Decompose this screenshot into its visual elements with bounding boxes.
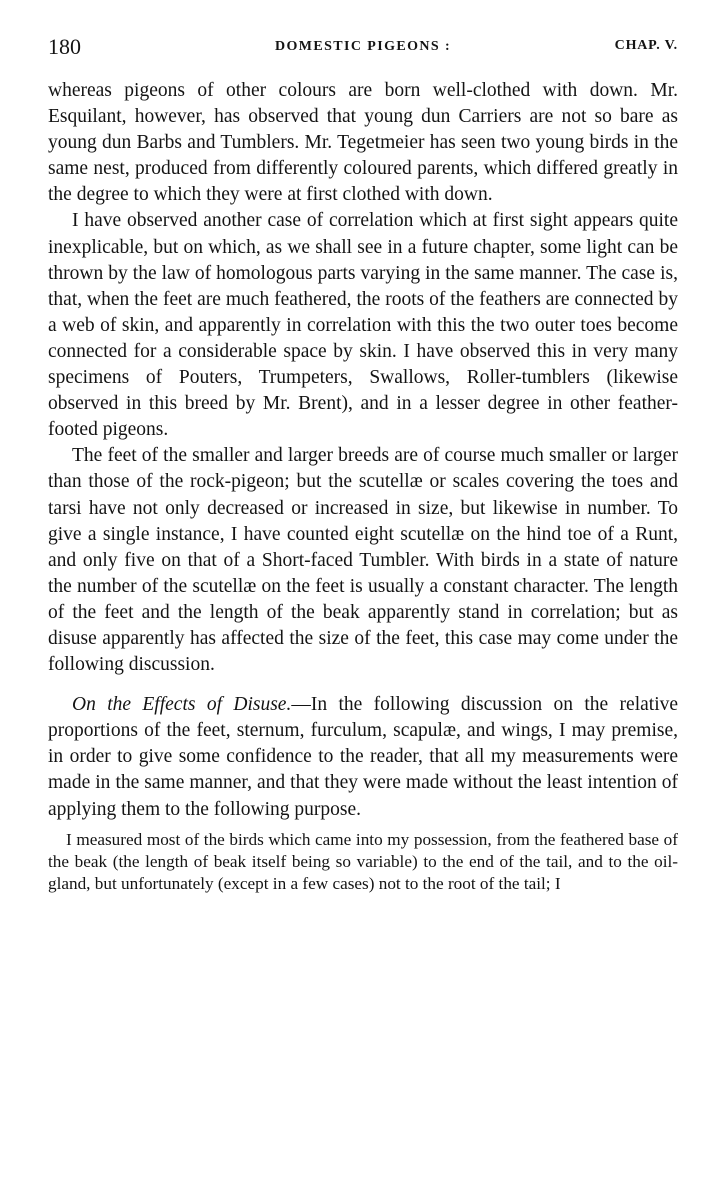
page-number: 180 — [48, 34, 81, 59]
section-paragraph — [48, 692, 678, 822]
book-page — [48, 34, 678, 912]
paragraph-5: I measured most of the birds which came into my possession, from the feathered base of the beak (the length of beak itself being so variable) to the end of the tail, and to the oil-gland, but unfortunately (except in a few cases) not to the root of the tail; I — [48, 829, 678, 893]
paragraph-2: I have observed another case of correlation which at first sight appears quite inexplicable, but on which, as we shall see in a future chapter, some light can be thrown by the law of homologous parts varying in the same manner. The case is, that, when the feet are much feathered, the roots of the feathers are connected by a web of skin, and apparently in correlation with this the two outer toes become connected for a considerable space by skin. I have observed this in very many specimens of Pouters, Trumpeters, Swallows, Roller-tumblers (likewise observed in this breed by Mr. Brent), and in a lesser degree in other feather-footed pigeons. — [48, 210, 678, 441]
body-text — [48, 78, 678, 823]
section-title: On the Effects of Disuse. — [72, 694, 292, 716]
paragraph-1: whereas pigeons of other colours are born well-clothed with down. Mr. Esquilant, however, has observed that young dun Carriers are not so bare as young dun Barbs and Tumblers. Mr. Tegetmeier has seen two young birds in the same nest, produced from differently coloured parents, which differed greatly in the degree to which they were at first clothed with down. — [48, 80, 678, 206]
running-head — [48, 34, 678, 64]
paragraph-4: —In the following discussion on the relative proportions of the feet, sternum, furculum, scapulæ, and wings, I may premise, in order to give some confidence to the reader, that all my measurements were made in the same manner, and that they were made without the least intention of applying them to the following purpose. — [48, 694, 679, 820]
running-title: DOMESTIC PIGEONS : — [274, 39, 452, 54]
chapter-label: CHAP. V. — [614, 38, 678, 53]
paragraph-3: The feet of the smaller and larger breeds are of course much smaller or larger than those of the rock-pigeon; but the scutellæ or scales covering the toes and tarsi have not only decreased or increased in size, but likewise in number. To give a single instance, I have counted eight scutellæ on the hind toe of a Runt, and only five on that of a Short-faced Tumbler. With birds in a state of nature the number of the scutellæ on the feet is usually a constant character. The length of the feet and the length of the beak apparently stand in correlation; but as disuse apparently has affected the size of the feet, this case may come under the following discussion. — [48, 445, 678, 676]
